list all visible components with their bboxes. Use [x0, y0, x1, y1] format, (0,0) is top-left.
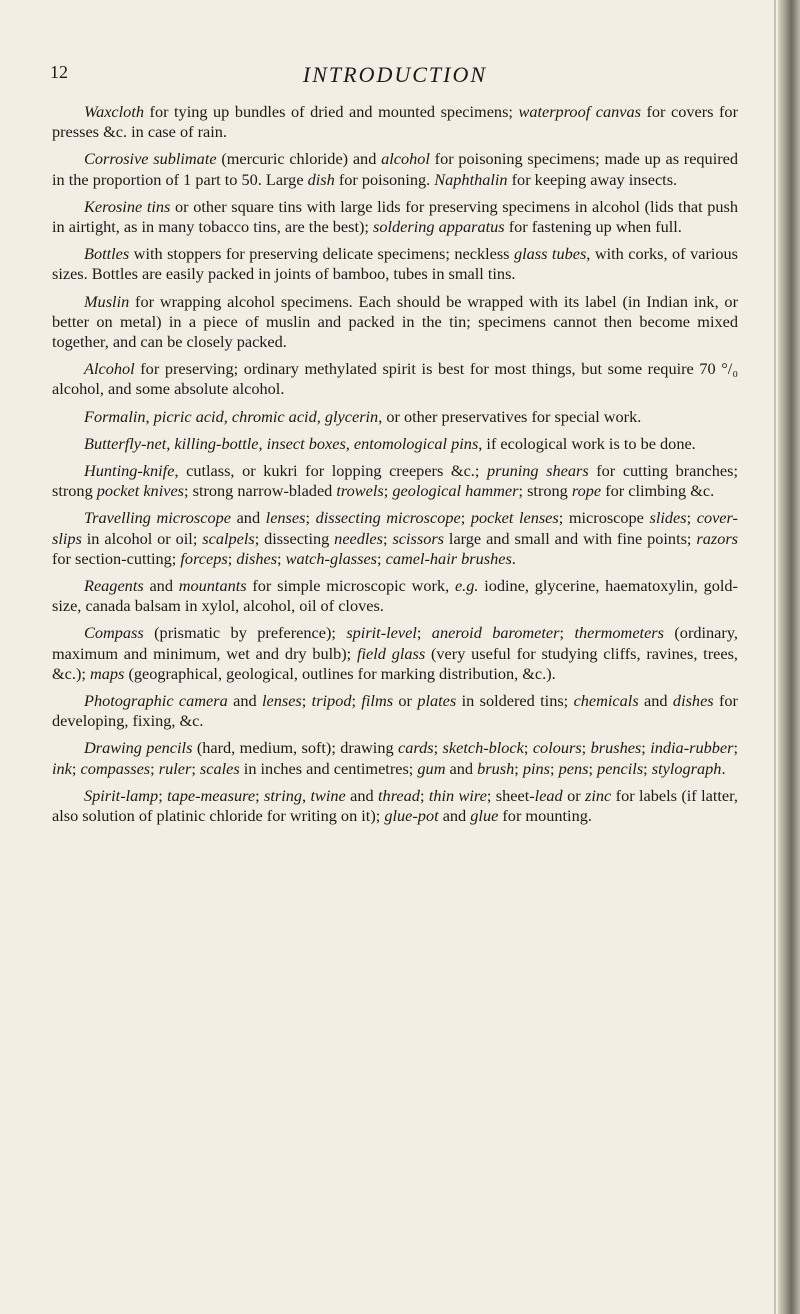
- text-run: for poisoning.: [334, 169, 435, 189]
- text-run: ; strong: [518, 481, 572, 501]
- text-run: for cutting branches; strong: [52, 461, 739, 501]
- text-run: for fastening up when full.: [504, 217, 682, 237]
- text-run: ;: [416, 623, 432, 643]
- italic-term: sketch-block: [442, 738, 524, 758]
- paragraph: [52, 197, 738, 237]
- text-run: ;: [588, 758, 598, 778]
- italic-term: stylograph: [651, 758, 722, 778]
- italic-term: Formalin, picric acid, chromic acid, glycerin: [84, 406, 379, 426]
- paragraph: [52, 691, 738, 731]
- italic-term: glass tubes: [513, 244, 587, 264]
- text-run: , or other preservatives for special work.: [378, 406, 642, 426]
- italic-term: cover-slips: [52, 508, 738, 548]
- text-run: ;: [255, 785, 265, 805]
- italic-term: chemicals: [573, 691, 639, 711]
- text-run: or other square tins with large lids for preserving specimens in alcohol (lids that push in airtight, as in many tobacco tins, are the best);: [52, 196, 738, 237]
- text-run: for climbing &c.: [601, 481, 715, 501]
- italic-term: string: [264, 785, 303, 805]
- page-edge-line: [774, 0, 776, 1314]
- text-run: for tying up bundles of dried and mounted specimens;: [144, 102, 519, 121]
- text-run: ;: [383, 481, 393, 501]
- italic-term: ruler: [158, 758, 192, 778]
- text-run: in alcohol or oil;: [81, 528, 203, 548]
- italic-term: Compass: [84, 623, 144, 643]
- text-run: ;: [305, 508, 316, 528]
- text-run: ;: [377, 548, 386, 568]
- text-run: ;: [641, 738, 651, 758]
- paragraph: [52, 359, 738, 399]
- paragraph: [52, 102, 738, 142]
- text-run: ;: [460, 508, 471, 528]
- italic-term: pens: [558, 758, 589, 778]
- text-run: ;: [549, 758, 559, 778]
- text-run: ;: [150, 758, 159, 778]
- text-run: for covers for presses &c. in case of rain.: [52, 102, 738, 142]
- text-run: for mounting.: [498, 806, 592, 826]
- text-run: for keeping away insects.: [507, 169, 678, 189]
- italic-term: Naphthalin: [434, 169, 508, 189]
- text-run: with stoppers for preserving delicate specimens; neckless: [129, 244, 514, 264]
- italic-term: twine: [310, 785, 346, 805]
- text-run: .: [721, 758, 726, 778]
- italic-term: needles: [334, 528, 383, 548]
- italic-term: Butterfly-net, killing-bottle, insect boxes, entomological pins: [84, 433, 479, 453]
- italic-term: alcohol: [381, 149, 430, 169]
- text-run: (hard, medium, soft); drawing: [192, 738, 399, 758]
- paragraph: [52, 623, 738, 684]
- text-run: for labels (if latter, also solution of platinic chloride for writing on it);: [52, 785, 738, 826]
- italic-term: Kerosine tins: [84, 196, 171, 216]
- paragraph: [52, 244, 738, 284]
- italic-term: thin wire: [428, 785, 487, 805]
- italic-term: scalpels: [202, 528, 255, 548]
- text-run: and: [227, 691, 262, 711]
- italic-term: pocket lenses: [470, 508, 559, 528]
- italic-term: slides: [649, 508, 687, 528]
- italic-term: maps: [89, 663, 125, 683]
- text-run: .: [511, 548, 516, 568]
- italic-term: pins: [522, 758, 550, 778]
- italic-term: geological hammer: [392, 481, 519, 501]
- text-run: ; microscope: [558, 508, 650, 528]
- text-run: ;: [419, 785, 429, 805]
- italic-term: rope: [571, 481, 602, 501]
- text-run: ;: [383, 528, 393, 548]
- italic-term: thermometers: [574, 623, 664, 643]
- text-run: and: [143, 576, 179, 596]
- italic-term: lenses: [261, 691, 302, 711]
- text-run: ;: [227, 548, 237, 568]
- paragraph: [52, 738, 738, 778]
- italic-term: ink: [52, 758, 72, 778]
- italic-term: scissors: [392, 528, 445, 548]
- italic-term: pencils: [597, 758, 644, 778]
- italic-term: cards: [398, 738, 434, 758]
- text-run: ;: [433, 738, 443, 758]
- text-run: ;: [277, 548, 286, 568]
- italic-term: Drawing pencils: [84, 738, 193, 758]
- italic-term: brushes: [590, 738, 642, 758]
- text-run: ;: [523, 738, 533, 758]
- italic-term: plates: [417, 691, 457, 711]
- italic-term: india-rubber: [650, 738, 734, 758]
- text-run: ;: [559, 623, 575, 643]
- italic-term: trowels: [336, 481, 384, 501]
- text-run: ;: [158, 785, 168, 805]
- text-run: , if ecological work is to be done.: [478, 433, 696, 453]
- text-run: for simple microscopic work,: [246, 576, 455, 596]
- italic-term: Muslin: [84, 291, 130, 311]
- text-run: for preserving; ordinary methylated spirit is best for most things, but some require 70 °/₀ alcohol, and some absolute alcohol.: [52, 359, 738, 399]
- text-run: ;: [71, 758, 81, 778]
- paragraph: [52, 434, 738, 454]
- text-run: ; strong narrow-bladed: [184, 481, 337, 501]
- text-run: and: [638, 691, 673, 711]
- italic-term: tripod: [311, 691, 352, 711]
- italic-term: lenses: [265, 508, 306, 528]
- text-run: and: [345, 785, 379, 805]
- italic-term: Bottles: [84, 244, 130, 264]
- text-run: ; sheet-: [486, 785, 535, 805]
- text-run: in inches and centimetres;: [239, 758, 418, 778]
- italic-term: forceps: [180, 548, 228, 568]
- text-run: (geographical, geological, outlines for marking distribution, &c.).: [124, 663, 556, 683]
- body-text: [52, 102, 738, 833]
- paragraph: [52, 149, 738, 189]
- italic-term: Travelling microscope: [84, 508, 231, 528]
- text-run: ; dissecting: [254, 528, 335, 548]
- text-run: , cutlass, or kukri for lopping creepers &c.;: [174, 461, 487, 481]
- text-run: ;: [686, 508, 697, 528]
- italic-term: dissecting microscope: [315, 508, 461, 528]
- text-run: ;: [581, 738, 591, 758]
- italic-term: dishes: [672, 691, 714, 711]
- text-run: and: [230, 508, 266, 528]
- text-run: ;: [351, 691, 362, 711]
- text-run: ;: [514, 758, 523, 778]
- text-run: for section-cutting;: [52, 548, 181, 568]
- page-edge-shadow: [778, 0, 800, 1314]
- italic-term: glue-pot: [384, 806, 439, 826]
- italic-term: glue: [470, 806, 499, 826]
- paragraph: [52, 786, 738, 826]
- paragraph: [52, 292, 738, 353]
- italic-term: films: [361, 691, 394, 711]
- text-run: large and small and with fine points;: [444, 528, 697, 548]
- italic-term: spirit-level: [346, 623, 417, 643]
- italic-term: razors: [696, 528, 739, 548]
- italic-term: gum: [417, 758, 446, 778]
- running-head: INTRODUCTION: [302, 62, 488, 87]
- italic-term: watch-glasses: [285, 548, 378, 568]
- italic-term: thread: [378, 785, 420, 805]
- page-header: [50, 62, 740, 92]
- text-run: (very useful for studying cliffs, ravines, trees, &c.);: [52, 643, 738, 683]
- italic-term: dishes: [236, 548, 278, 568]
- text-run: ,: [302, 785, 311, 805]
- italic-term: e.g.: [454, 576, 479, 596]
- text-run: (ordinary, maximum and minimum, wet and dry bulb);: [52, 623, 738, 663]
- text-run: , with corks, of various sizes. Bottles are easily packed in joints of bamboo, tubes in small tins.: [52, 244, 739, 284]
- text-run: ;: [301, 691, 312, 711]
- italic-term: mountants: [178, 576, 247, 596]
- paragraph: [52, 407, 738, 427]
- text-run: and: [438, 806, 471, 826]
- text-run: for developing, fixing, &c.: [52, 691, 738, 731]
- text-run: for poisoning specimens; made up as required in the proportion of 1 part to 50. Large: [52, 149, 739, 189]
- italic-term: camel-hair brushes: [385, 548, 512, 568]
- text-run: (mercuric chloride) and: [216, 149, 382, 169]
- italic-term: soldering apparatus: [373, 217, 505, 237]
- text-run: or: [562, 785, 586, 805]
- italic-term: waterproof canvas: [518, 102, 641, 121]
- italic-term: Waxcloth: [84, 102, 144, 121]
- text-run: (prismatic by preference);: [143, 623, 347, 643]
- italic-term: tape-measure: [167, 785, 256, 805]
- italic-term: Alcohol: [84, 359, 135, 379]
- italic-term: Hunting-knife: [84, 461, 175, 481]
- italic-term: field glass: [357, 643, 426, 663]
- italic-term: colours: [532, 738, 582, 758]
- text-run: iodine, glycerine, haematoxylin, gold-size, canada balsam in xylol, alcohol, oil of cloves.: [52, 576, 738, 616]
- paragraph: [52, 461, 738, 501]
- italic-term: brush: [477, 758, 515, 778]
- text-run: or: [393, 691, 418, 711]
- italic-term: lead: [534, 785, 563, 805]
- paragraph: [52, 576, 738, 616]
- italic-term: aneroid barometer: [431, 623, 560, 643]
- italic-term: scales: [199, 758, 240, 778]
- italic-term: Spirit-lamp: [84, 785, 159, 805]
- italic-term: Reagents: [84, 576, 144, 596]
- italic-term: zinc: [585, 785, 612, 805]
- page-number: 12: [50, 62, 68, 82]
- italic-term: pocket knives: [96, 481, 185, 501]
- text-run: ;: [733, 738, 738, 758]
- italic-term: Corrosive sublimate: [84, 149, 217, 169]
- italic-term: compasses: [80, 758, 151, 778]
- italic-term: pruning shears: [486, 461, 589, 481]
- text-run: and: [445, 758, 478, 778]
- italic-term: Photographic camera: [84, 691, 228, 711]
- text-run: ;: [191, 758, 200, 778]
- text-run: for wrapping alcohol specimens. Each should be wrapped with its label (in Indian ink, or better on metal) in a piece of muslin and packed in the tin; specimens cannot then become mixed together, and can be closely packed.: [52, 291, 738, 352]
- paragraph: [52, 508, 738, 569]
- text-run: ;: [643, 758, 652, 778]
- italic-term: dish: [307, 169, 335, 189]
- text-run: in soldered tins;: [456, 691, 574, 711]
